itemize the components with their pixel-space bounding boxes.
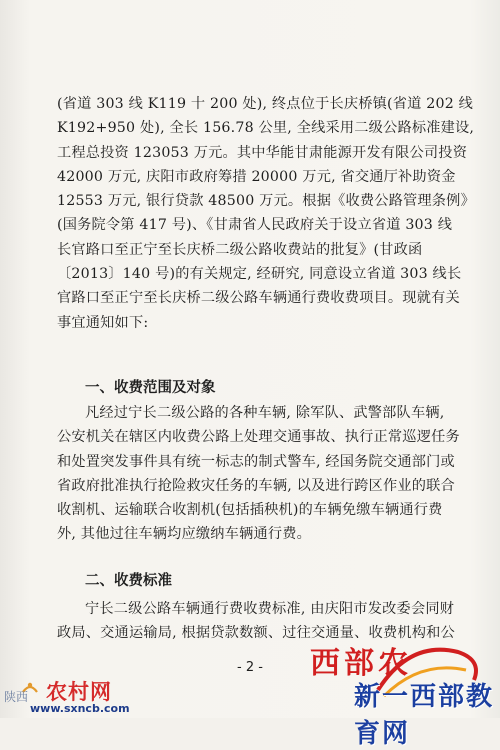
- text-line: 事宜通知如下:: [57, 314, 149, 331]
- text-line: 官路口至正宁至长庆桥二级公路车辆通行费收费项目。现就有关: [57, 290, 460, 307]
- section-heading-standard: 二、收费标准: [85, 573, 172, 589]
- paragraph-2: [57, 401, 460, 547]
- text-line: (国务院令第 417 号)、《甘肃省人民政府关于设立省道 303 线: [57, 217, 453, 234]
- text-line: 42000 万元, 庆阳市政府筹措 20000 万元, 省交通厅补助资金: [57, 168, 456, 185]
- text-line: 工程总投资 123053 万元。其中华能甘肃能源开发有限公司投资: [57, 144, 468, 161]
- text-line: 宁长二级公路车辆通行费收费标准, 由庆阳市发改委会同财: [85, 601, 455, 617]
- text-line: 省政府批准执行抢险救灾任务的车辆, 以及进行跨区作业的联合: [57, 477, 455, 494]
- watermark-nongcun-brand: 农村网: [46, 680, 112, 704]
- text-line: K192+950 处), 全长 156.78 公里, 全线采用二级公路标准建设,: [57, 120, 475, 137]
- watermark-url: www.sxncb.com: [30, 702, 130, 715]
- watermark-blue-text: 新一西部教育网: [354, 682, 495, 749]
- text-line: 和处置突发事件具有统一标志的制式警车, 经国务院交通部门或: [57, 453, 455, 470]
- text-line: 公安机关在辖区内收费公路上处理交通事故、执行正常巡逻任务: [57, 429, 460, 446]
- page-number: - 2 -: [237, 660, 263, 675]
- text-line: (省道 303 线 K119 十 200 处), 终点位于长庆桥镇(省道 202 线: [57, 96, 474, 112]
- text-line: 12553 万元, 银行贷款 48500 万元。根据《收费公路管理条例》: [57, 193, 475, 210]
- text-line: 长官路口至正宁至长庆桥二级公路收费站的批复》(甘政函: [57, 241, 423, 258]
- watermark-red-text: 西部农: [310, 646, 412, 681]
- text-line: 外, 其他过往车辆均应缴纳车辆通行费。: [57, 526, 312, 543]
- section-heading-scope: 一、收费范围及对象: [85, 380, 216, 396]
- paragraph-1: [57, 92, 475, 335]
- text-line: 凡经过宁长二级公路的各种车辆, 除军队、武警部队车辆,: [85, 405, 445, 421]
- text-line: 政局、交通运输局, 根据贷款数额、过往交通量、收费机构和公: [57, 625, 455, 642]
- watermark-shaanxi-text: 陕西: [4, 690, 29, 704]
- text-line: 收割机、运输联合收割机(包括插秧机)的车辆免缴车辆通行费: [57, 502, 443, 519]
- text-line: 〔2013〕140 号)的有关规定, 经研究, 同意设立省道 303 线长: [57, 266, 462, 283]
